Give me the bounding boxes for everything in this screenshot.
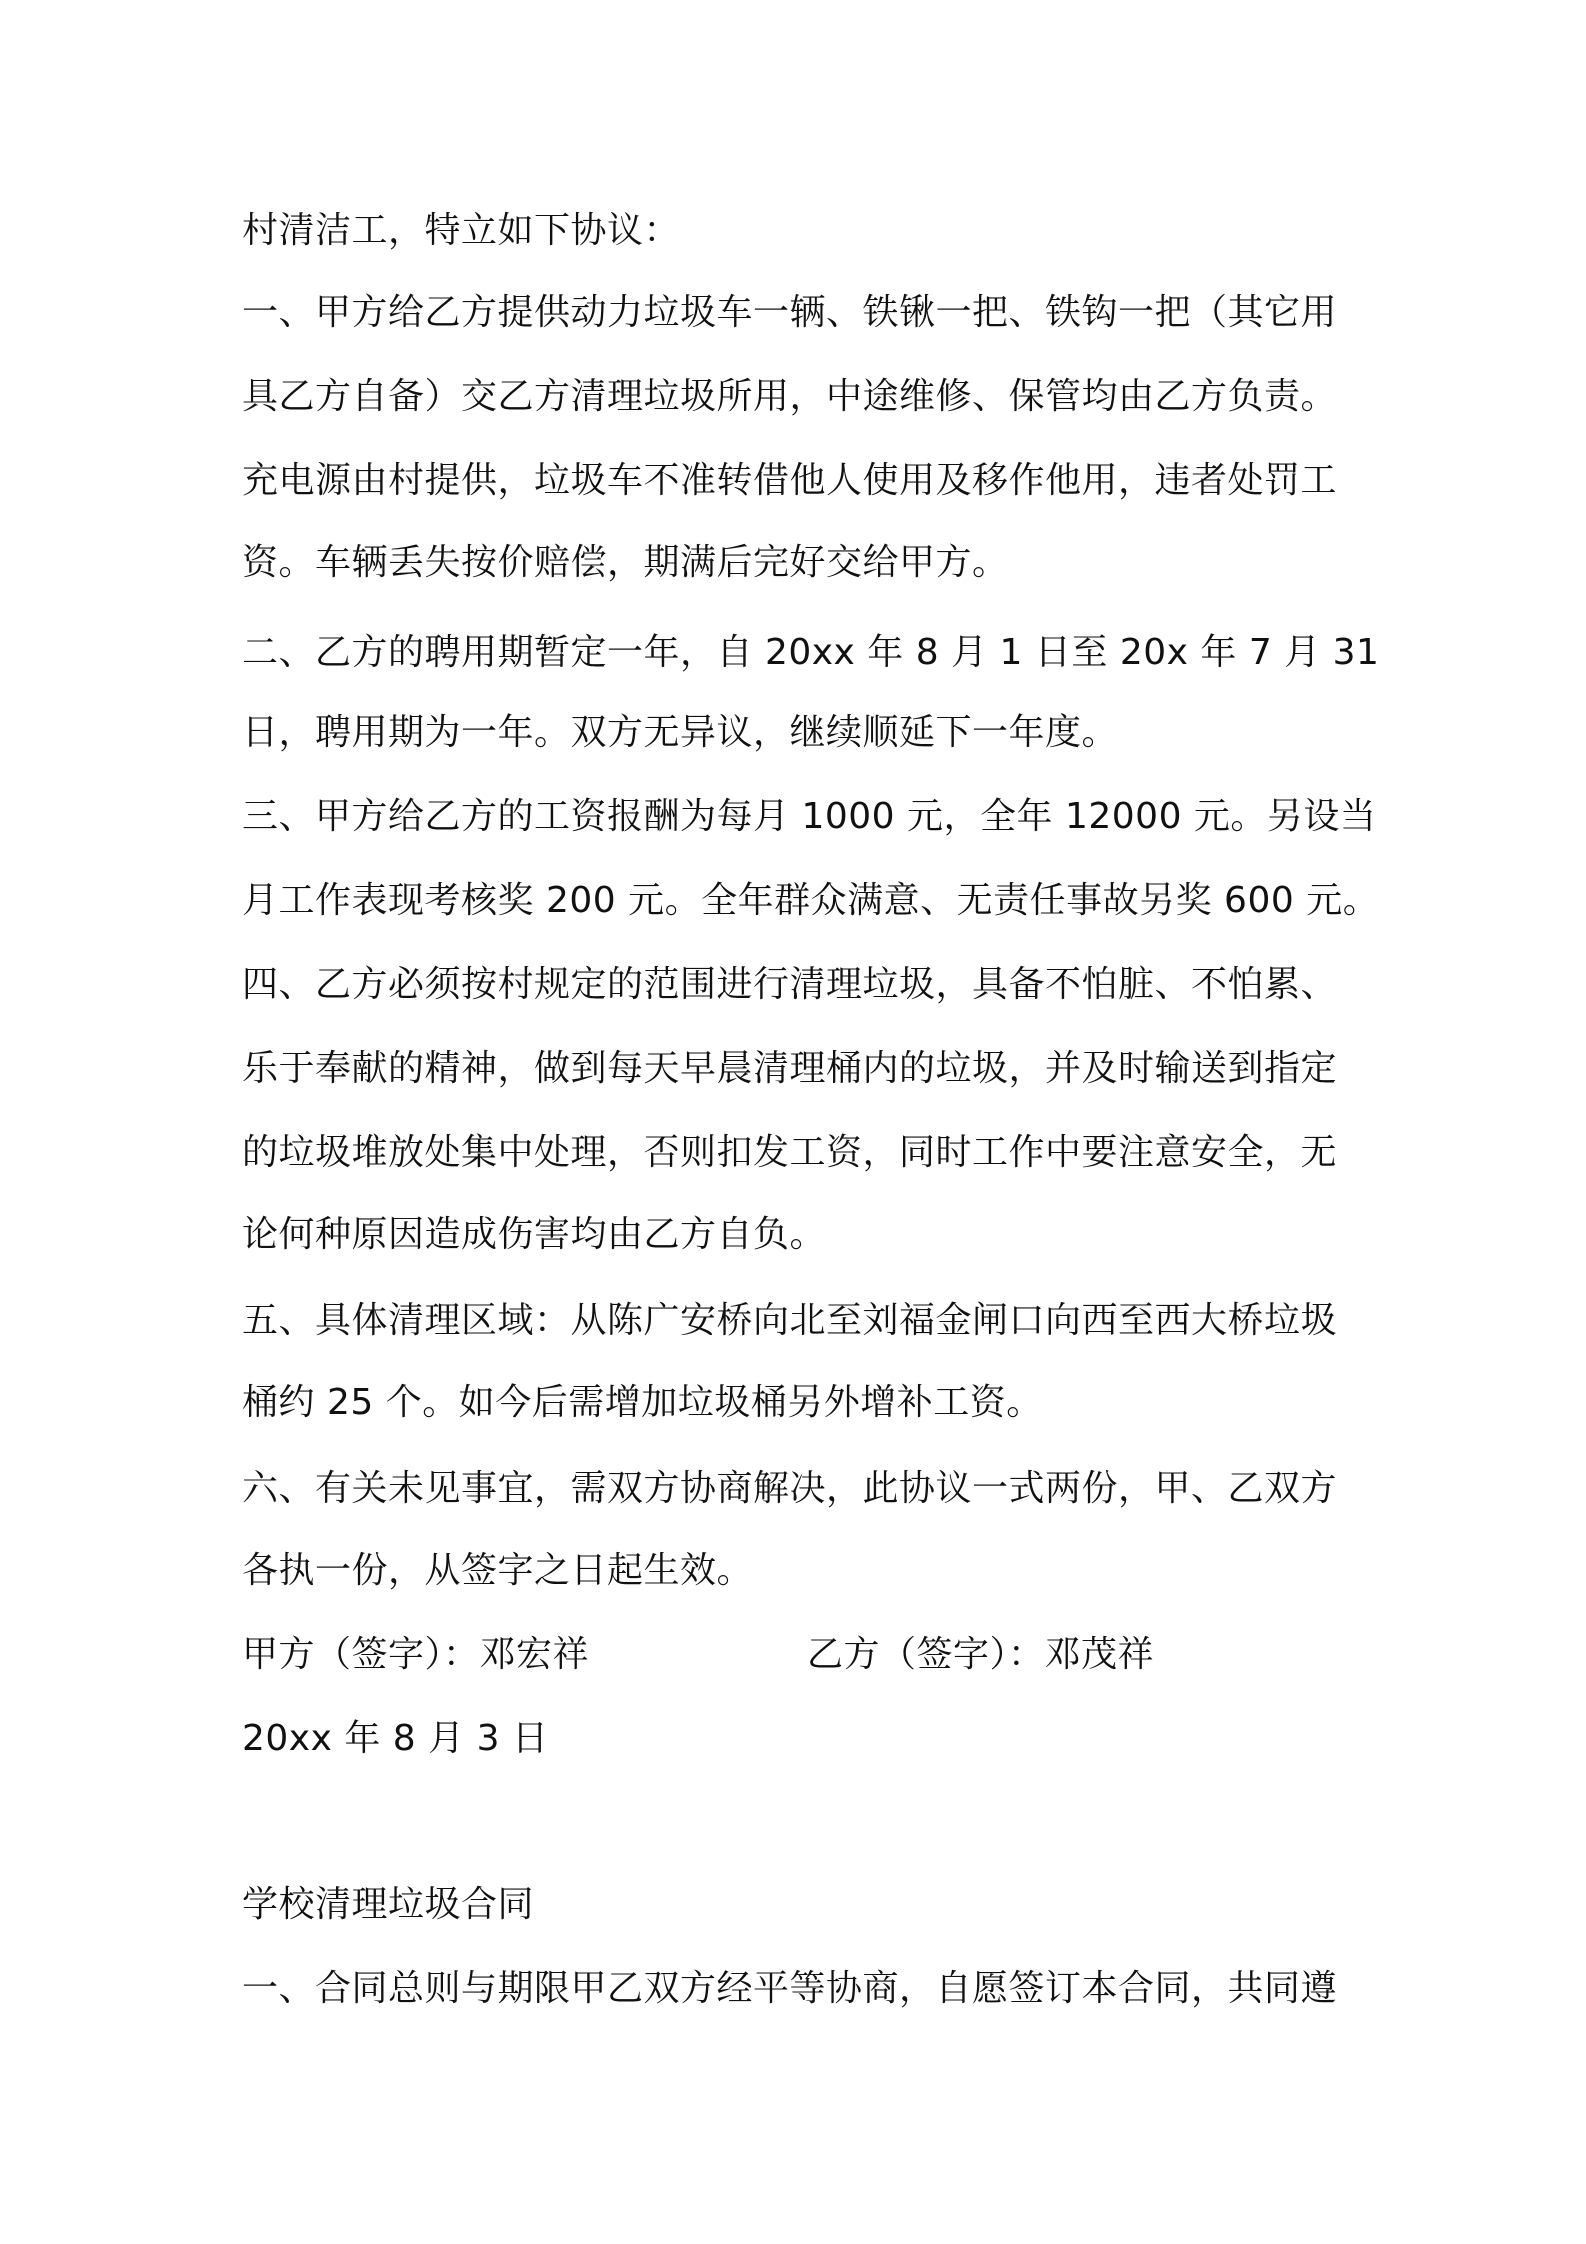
clause-5-line-2: 桶约 25 个。如今后需增加垃圾桶另外增补工资。: [242, 1382, 1043, 1423]
party-b-signature: 乙方（签字）：邓茂祥: [807, 1634, 1155, 1675]
clause-1-line-4: 资。车辆丢失按价赔偿，期满后完好交给甲方。: [242, 542, 1009, 583]
clause-4-line-1: 四、乙方必须按村规定的范围进行清理垃圾，具备不怕脏、不怕累、: [242, 964, 1338, 1005]
clause-6-line-2: 各执一份，从签字之日起生效。: [242, 1550, 754, 1591]
clause-2-line-1: 二、乙方的聘用期暂定一年，自 20xx 年 8 月 1 日至 20x 年 7 月 31: [242, 632, 1380, 673]
clause-3-line-2: 月工作表现考核奖 200 元。全年群众满意、无责任事故另奖 600 元。: [242, 880, 1380, 921]
second-contract-first-line: 一、合同总则与期限甲乙双方经平等协商，自愿签订本合同，共同遵: [242, 1968, 1338, 2009]
clause-1-line-1: 一、甲方给乙方提供动力垃圾车一辆、铁锹一把、铁钩一把（其它用: [242, 292, 1338, 333]
clause-4-line-3: 的垃圾堆放处集中处理，否则扣发工资，同时工作中要注意安全，无: [242, 1132, 1338, 1173]
clause-1-line-3: 充电源由村提供，垃圾车不准转借他人使用及移作他用，违者处罚工: [242, 460, 1338, 501]
second-contract-title: 学校清理垃圾合同: [242, 1884, 535, 1925]
signature-row: [242, 1633, 1362, 1677]
clause-4-line-4: 论何种原因造成伤害均由乙方自负。: [242, 1214, 827, 1255]
clause-6-line-1: 六、有关未见事宜，需双方协商解决，此协议一式两份，甲、乙双方: [242, 1468, 1338, 1509]
clause-2-line-2: 日，聘用期为一年。双方无异议，继续顺延下一年度。: [242, 712, 1119, 753]
clause-4-line-2: 乐于奉献的精神，做到每天早晨清理桶内的垃圾，并及时输送到指定: [242, 1048, 1338, 1089]
body-line: 村清洁工，特立如下协议：: [242, 210, 681, 251]
clause-5-line-1: 五、具体清理区域：从陈广安桥向北至刘福金闸口向西至西大桥垃圾: [242, 1300, 1338, 1341]
agreement-date: 20xx 年 8 月 3 日: [242, 1718, 549, 1759]
clause-1-line-2: 具乙方自备）交乙方清理垃圾所用，中途维修、保管均由乙方负责。: [242, 376, 1338, 417]
party-a-signature: 甲方（签字）：邓宏祥: [242, 1634, 590, 1675]
clause-3-line-1: 三、甲方给乙方的工资报酬为每月 1000 元，全年 12000 元。另设当: [242, 796, 1377, 837]
